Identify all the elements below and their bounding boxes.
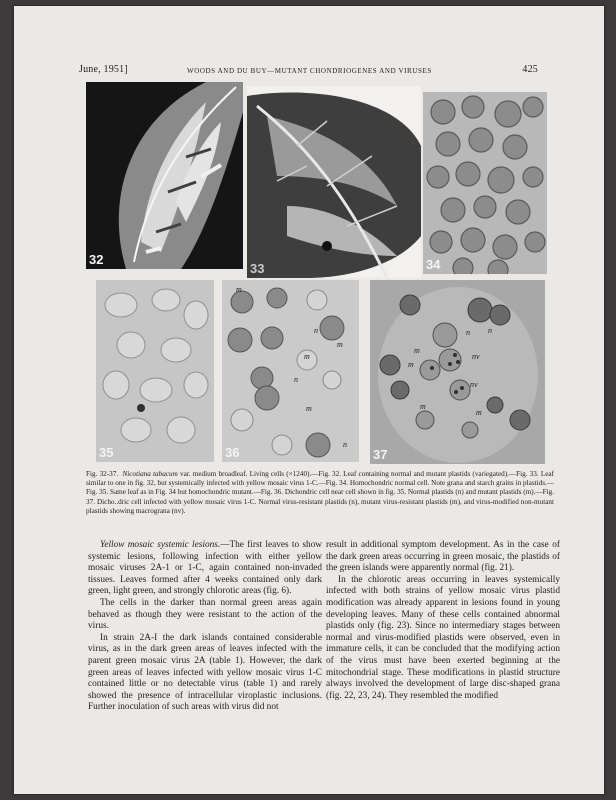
figure-37-label: nv [472, 352, 480, 361]
figure-37-label: m [420, 402, 426, 411]
caption-species: Nicotiana tabacum [122, 470, 178, 478]
figure-36-label: m [304, 352, 310, 361]
figure-34-normal-cell [423, 92, 547, 274]
figure-37-label: nv [470, 380, 478, 389]
paragraph: The cells in the darker than normal green areas again behaved as though they were resistant to the action of the virus. [88, 597, 322, 632]
figure-36-number: 36 [225, 445, 240, 460]
paragraph-text: —The first leaves to show systemic lesions, following infection with either yellow mosaic viruses 2A-1 or 1-C, again contained non-invaded tissues. Leaves formed after 4 weeks contained only dark green, light green, and strongly chlorotic areas (fig. 6). [88, 540, 322, 597]
figure-36-label: m [306, 404, 312, 413]
figure-35-number: 35 [99, 445, 114, 460]
paragraph [88, 540, 322, 598]
journal-page [14, 6, 604, 794]
caption-text: var. medium broadleaf. Living cells (×1240).—Fig. 32. Leaf containing normal and mutant plastids (variegated).—Fig. 33. Leaf similar to one in fig. 32, but systemically infected with yellow mosaic virus 1-C.—Fig. 34. Homochondric normal cell. Note grana and starch grains in plastids.—Fig. 35. Same leaf as in Fig. 34 but homochondric mutant.—Fig. 36. Dichondric cell near cell shown in fig. 35. Normal plastids (n) and mutant plastids (m).—Fig. 37. Dicho..dric cell infected with yellow mosaic virus 1-C. Normal virus-resistant plastids (n), mutant virus-resistant plastids (m), and virus-modified non-mutant plastids showing macrograna (nv). [86, 470, 555, 515]
figure-37-label: n [466, 328, 470, 337]
paragraph: In the chlorotic areas occurring in leaves systemically infected with both strains of yellow mosaic virus plastid modification was already apparent in lesions found in young developing leaves. Many of these cells contained abnormal plastids only (fig. 23). Since no intermediary stages between normal and virus-modified plastids were observed, even in immature cells, it can be concluded that the modifying action of the virus must have been exerted beginning at the mitochondrial stage. These modifications in plastid structure always involved the development of large disc-shaped grana (fig. 22, 23, 24). They resembled the modified [326, 574, 560, 701]
figure-36-label: n [343, 440, 347, 449]
caption-lead: Fig. 32-37. [86, 470, 119, 478]
figure-37-label: m [408, 360, 414, 369]
figure-36-label: m [236, 285, 242, 294]
figure-34-number: 34 [426, 257, 441, 272]
figure-36-label: n [294, 375, 298, 384]
paragraph: result in additional symptom development. As in the case of the dark green areas occurring in green mosaic, the plastids of the green islands were apparently normal (fig. 21). [326, 540, 560, 574]
paragraph: In strain 2A-I the dark islands contained considerable virus, as in the dark green areas of leaves infected with the parent green mosaic virus 2A (table 1). However, the dark green areas of leaves infected with yellow mosaic virus 1-C contained little or no detectable virus (table 1) and rarely showed the presence of intracellular viroplastic inclusions. Further inoculation of such areas with virus did not [88, 632, 322, 713]
running-title: WOODS AND DU BUY—MUTANT CHONDRIOGENES AND VIRUSES [187, 67, 432, 75]
figure-32-leaf-variegated [86, 82, 243, 269]
figure-36-label: n [314, 326, 318, 335]
figure-33-number: 33 [250, 261, 265, 276]
figure-37-label: n [488, 326, 492, 335]
figure-35-mutant-cell [96, 280, 214, 462]
page-number: 425 [522, 64, 538, 75]
figure-37-label: m [414, 346, 420, 355]
issue-date: June, 1951] [79, 64, 128, 75]
figure-caption [86, 470, 554, 516]
figure-37-number: 37 [373, 447, 388, 462]
figure-36-label: m [337, 340, 343, 349]
body-column-left [88, 540, 322, 714]
figure-32-number: 32 [89, 252, 104, 267]
figure-36-dichondric-cell [222, 280, 359, 462]
figure-37-label: m [476, 408, 482, 417]
body-column-right [326, 540, 560, 702]
figure-37-infected-cell [370, 280, 545, 464]
section-lead: Yellow mosaic systemic lesions. [100, 540, 221, 550]
figure-33-leaf-infected [247, 86, 421, 278]
